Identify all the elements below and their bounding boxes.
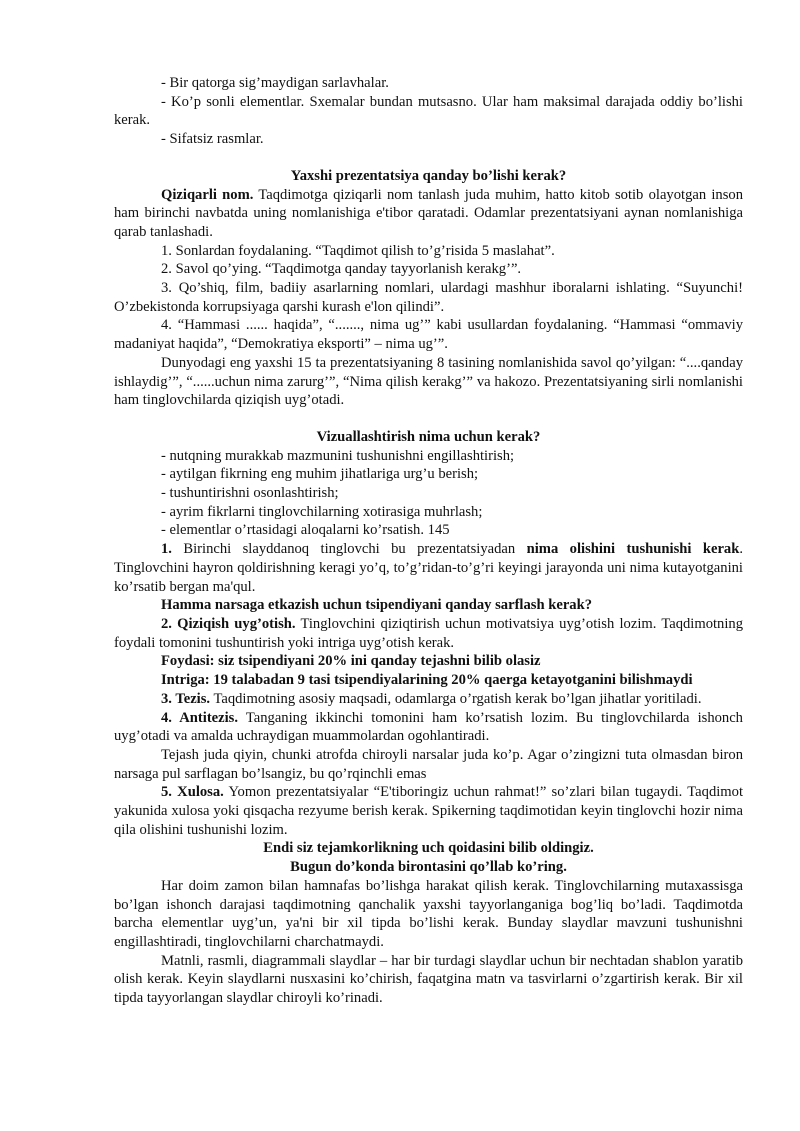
bold-example (114, 652, 743, 671)
paragraph-text: Yomon prezentatsiyalar “E'tiboringiz uchun rahmat!” so’zlari bilan tugaydi. Taqdimot yakunida xulosa yoki qisqacha rezyume berish kerak. Spikerning taqdimotidan keyin tinglovchi hozir nima qila olishini tushunishi lozim. (114, 784, 743, 838)
list-item: - aytilgan fikrning eng muhim jihatlariga urg’u berish; (161, 466, 479, 483)
list-item: - elementlar o’rtasidagi aloqalarni ko’rsatish. 145 (161, 522, 450, 539)
bold-phrase: nima olishini tushunishi kerak (526, 541, 740, 558)
paragraph (114, 690, 743, 709)
bold-example (114, 671, 743, 690)
list-item: - Sifatsiz rasmlar. (161, 131, 264, 148)
bold-term: 2. Qiziqish uyg’otish. (161, 615, 296, 632)
bold-term: Qiziqarli nom. (161, 186, 254, 203)
list-item: - Bir qatorga sig’maydigan sarlavhalar. (161, 75, 389, 91)
bold-term: 4. Antitezis. (161, 709, 239, 726)
numbered-item: 2. Savol qo’ying. “Taqdimotga qanday tayyorlanish kerakg’”. (161, 261, 522, 278)
paragraph: Har doim zamon bilan hamnafas bo’lishga harakat qilish kerak. Tinglovchilarning mutaxassisga bo’lgan ishonch darajasi taqdimotning qanchalik yaxshi tayyorlanganiga bog’liq bo’ladi. Taqdimotda barcha elementlar uyg’un, ya'ni bir xil tipda bo’lishi kerak. Bunday slaydlar mavzuni tushunishni engillashtiradi, tinglovchilarni charchatmaydi. (114, 877, 743, 950)
paragraph: Dunyodagi eng yaxshi 15 ta prezentatsiyaning 8 tasining nomlanishida savol qo’yilgan: “....qanday ishlaydig’”, “......uchun nima zarurg’”, “Nima qilish kerakg’” va hakozo. Prezentatsiyaning sirli nomlanishi ham tinglovchilarda qiziqish uyg’otadi. (114, 354, 743, 409)
paragraph (114, 615, 743, 652)
bold-term: 5. Xulosa. (161, 784, 224, 801)
paragraph-text: Taqdimotning asosiy maqsadi, odamlarga o’rgatish kerak bo’lgan jihatlar yoritiladi. (210, 690, 702, 707)
paragraph-text: Taqdimotga qiziqarli nom tanlash juda muhim, hatto kitob sotib olayotgan inson ham birinchi navbatda uning nomlanishiga e'tibor qaratadi. Odamlar prezentatsiyani aynan nomlanishiga qarab tanlashadi. (114, 186, 744, 240)
paragraph (114, 186, 743, 242)
bold-term: 3. Tezis. (161, 690, 211, 707)
bold-example-text: Foydasi: siz tsipendiyani 20% ini qanday tejashni bilib olasiz (161, 653, 541, 670)
paragraph-text: Tinglovchini qiziqtirish uchun motivatsiya uyg’otish lozim. Taqdimotning foydali tomonini tushuntirish yoki intriga uyg’otish kerak. (114, 615, 744, 651)
bold-example-text: Intriga: 19 talabadan 9 tasi tsipendiyalarining 20% qaerga ketayotganini bilishmaydi (161, 672, 693, 689)
list-item: - Ko’p sonli elementlar. Sxemalar bundan mutsasno. Ular ham maksimal darajada oddiy bo’lishi kerak. (114, 93, 743, 129)
paragraph: Matnli, rasmli, diagrammali slaydlar – har bir turdagi slaydlar uchun bir nechtadan shablon yaratib olish kerak. Keyin slaydlarni nusxasini ko’chirish, faqatgina matn va tasvirlarni o’zgartirish kerak. Bir xil tipda tayyorlangan slaydlar chiroyli ko’rinadi. (114, 952, 743, 1007)
paragraph (114, 783, 743, 839)
numbered-item: 3. Qo’shiq, film, badiiy asarlarning nomlari, ulardagi mashhur iboralarni ishlating. “Suyunchi! O’zbekistonda korrupsiyaga qarshi kurash e'lon qilindi”. (114, 280, 743, 315)
section-heading: Bugun do’konda birontasini qo’llab ko’ring. (290, 859, 567, 876)
numbered-item: 1. Sonlardan foydalaning. “Taqdimot qilish to’g’risida 5 maslahat”. (161, 242, 555, 259)
bold-example-text: Hamma narsaga etkazish uchun tsipendiyani qanday sarflash kerak? (161, 597, 593, 614)
section-heading: Yaxshi prezentatsiya qanday bo’lishi kerak? (290, 167, 567, 184)
numbered-item: 4. “Hammasi ...... haqida”, “......., nima ug’” kabi usullardan foydalaning. “Hammasi “ommaviy madaniyat haqida”, “Demokratiya eksporti” – nima ug’”. (114, 317, 743, 353)
list-item: - nutqning murakkab mazmunini tushunishni engillashtirish; (161, 447, 515, 464)
paragraph-text: Birinchi slayddanoq tinglovchi bu prezentatsiyadan (171, 541, 527, 558)
list-item: - ayrim fikrlarni tinglovchilarning xotirasiga muhrlash; (161, 503, 483, 520)
list-item: - tushuntirishni osonlashtirish; (161, 485, 339, 502)
paragraph (114, 540, 743, 596)
section-heading: Vizuallashtirish nima uchun kerak? (316, 428, 541, 445)
bold-number: 1. (161, 541, 172, 558)
paragraph (114, 709, 743, 746)
paragraph-text: . Tinglovchini hayron qoldirishning keragi yo’q, to’g’ridan-to’g’ri keyingi jarayonda uni nima kutayotganini ko’rsatib bergan ma'qul. (114, 541, 743, 595)
section-heading: Endi siz tejamkorlikning uch qoidasini bilib oldingiz. (263, 840, 594, 857)
paragraph-text: Tanganing ikkinchi tomonini ham ko’rsatish lozim. Bu tinglovchilarda ishonch uyg’otadi va amalda uchraydigan muammolardan ogohlantiradi. (114, 709, 743, 745)
bold-example (114, 596, 743, 615)
paragraph: Tejash juda qiyin, chunki atrofda chiroyli narsalar juda ko’p. Agar o’zingizni tuta olmasdan biron narsaga pul sarflagan bo’lsangiz, bu qo’rqinchli emas (114, 746, 743, 782)
